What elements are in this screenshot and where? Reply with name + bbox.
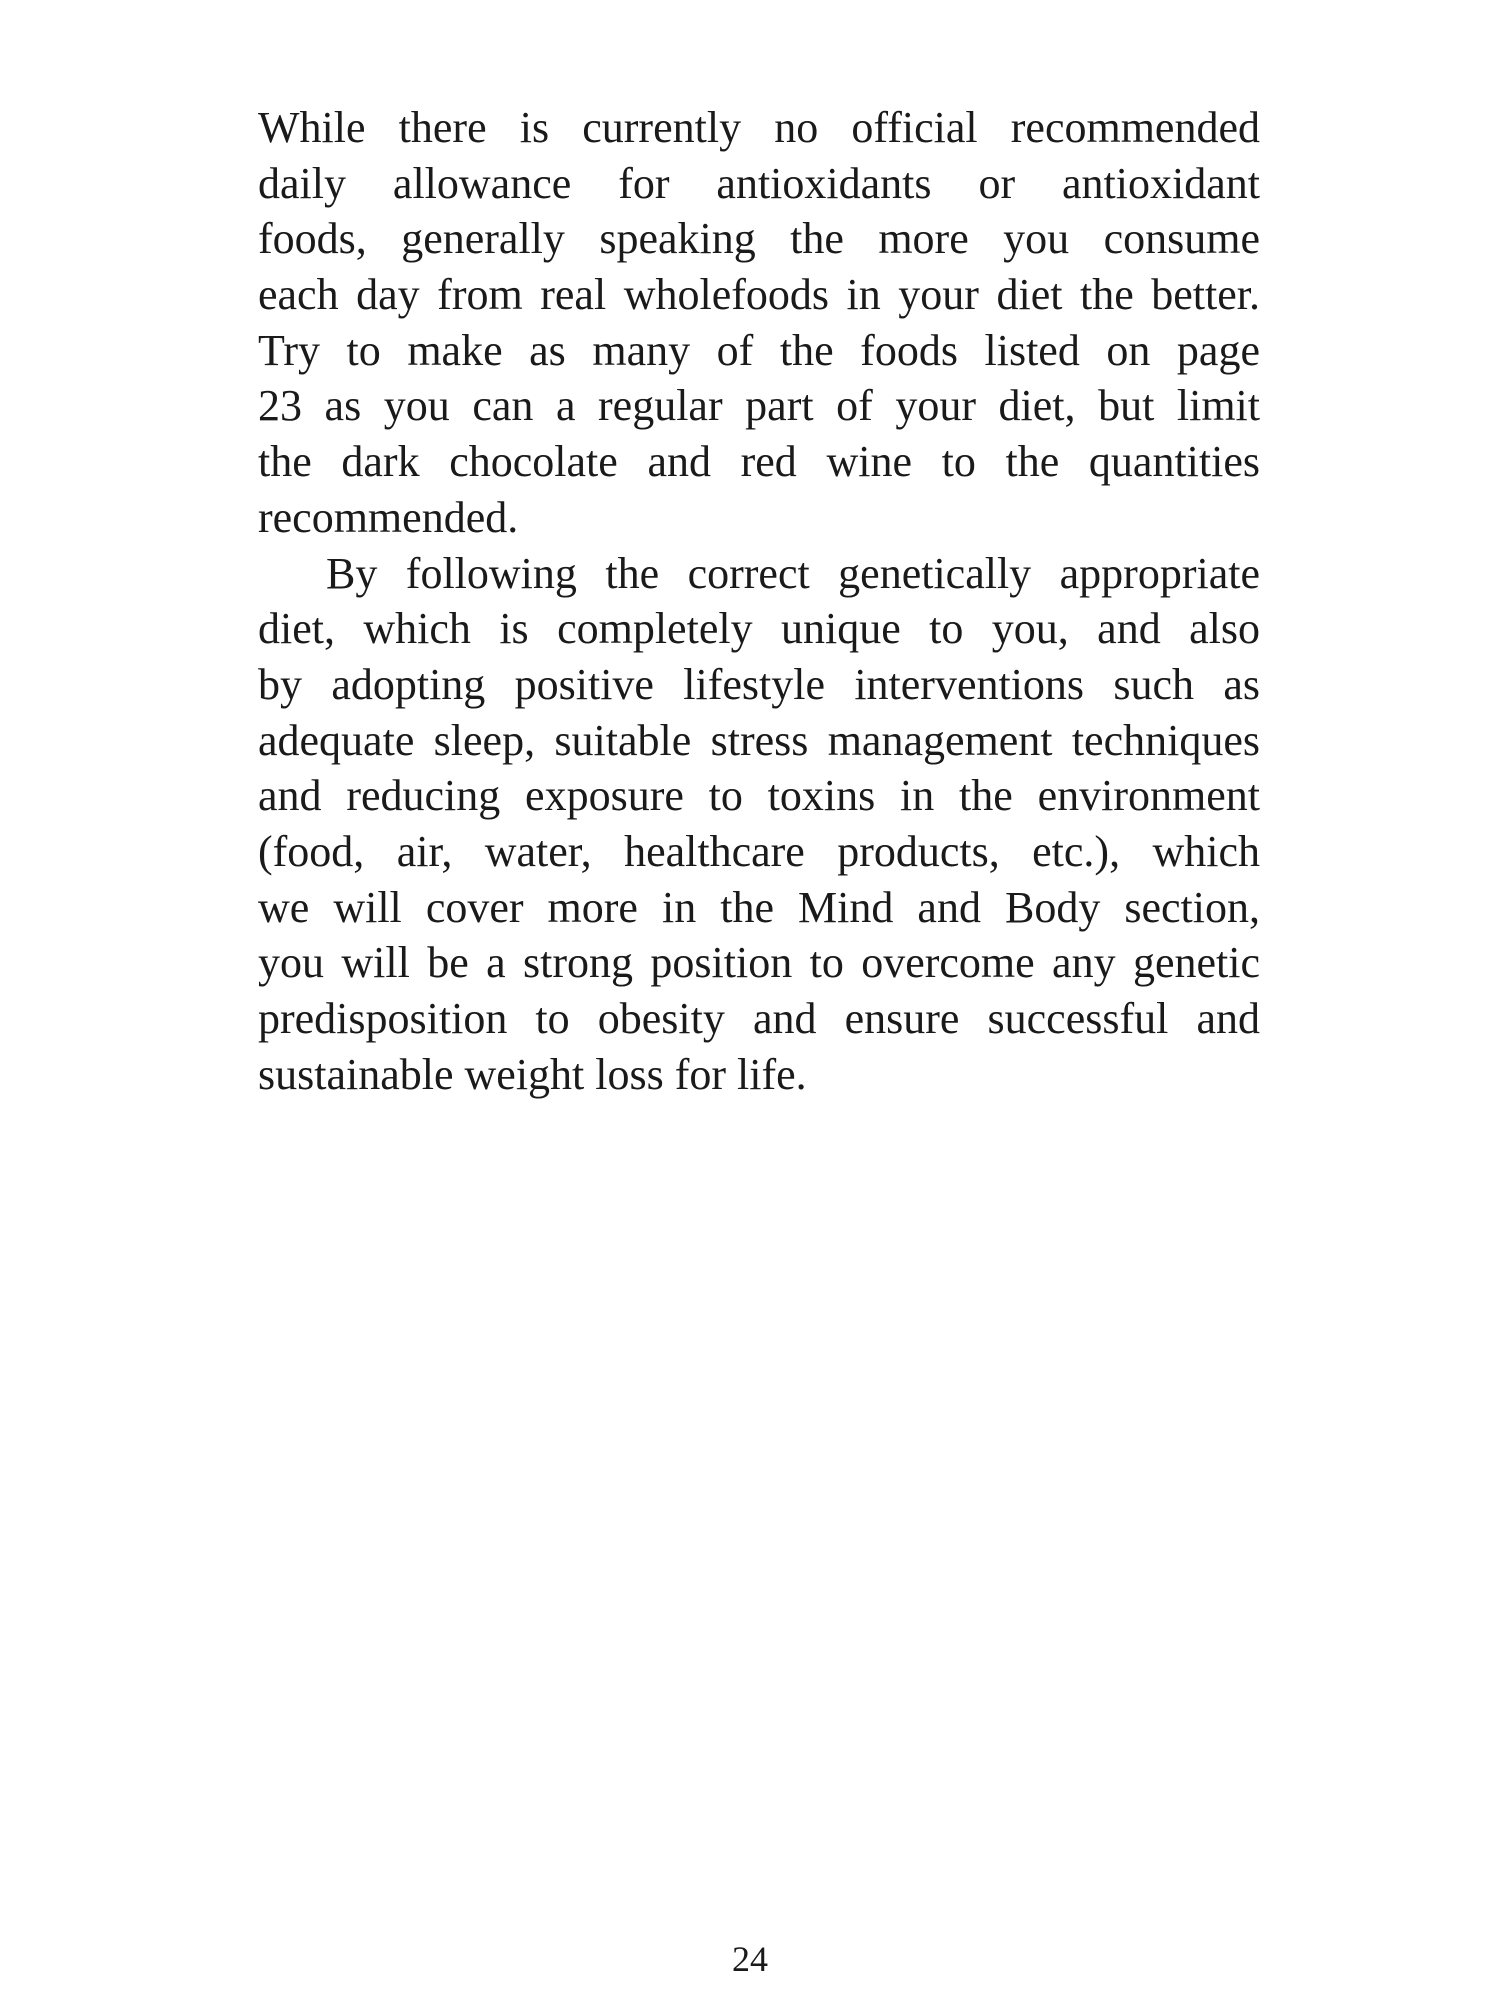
paragraph-1 bbox=[258, 100, 1260, 546]
text-line: diet, which is completely unique to you, and also bbox=[258, 604, 1260, 654]
page-number: 24 bbox=[732, 1939, 768, 1979]
text-line: sustainable weight loss for life. bbox=[258, 1049, 807, 1099]
text-line: (food, air, water, healthcare products, etc.), which bbox=[258, 826, 1260, 876]
paragraph-2 bbox=[258, 546, 1260, 1103]
text-line: we will cover more in the Mind and Body section, bbox=[258, 882, 1260, 932]
text-line: each day from real wholefoods in your diet the better. bbox=[258, 270, 1260, 320]
text-line: daily allowance for antioxidants or antioxidant bbox=[258, 158, 1260, 208]
text-line: you will be a strong position to overcome any genetic bbox=[258, 938, 1260, 988]
text-line: By following the correct genetically appropriate bbox=[326, 548, 1260, 598]
text-line: 23 as you can a regular part of your diet, but limit bbox=[258, 381, 1260, 431]
text-line: the dark chocolate and red wine to the quantities bbox=[258, 437, 1260, 487]
text-line: recommended. bbox=[258, 492, 519, 542]
text-line: foods, generally speaking the more you consume bbox=[258, 214, 1260, 264]
text-line: and reducing exposure to toxins in the environment bbox=[258, 771, 1260, 821]
text-line: Try to make as many of the foods listed on page bbox=[258, 325, 1260, 375]
text-line: While there is currently no official recommended bbox=[258, 103, 1260, 152]
body-text bbox=[258, 100, 1260, 1102]
text-line: by adopting positive lifestyle interventions such as bbox=[258, 659, 1260, 709]
text-line: predisposition to obesity and ensure successful and bbox=[258, 994, 1260, 1043]
text-line: adequate sleep, suitable stress management techniques bbox=[258, 715, 1260, 765]
